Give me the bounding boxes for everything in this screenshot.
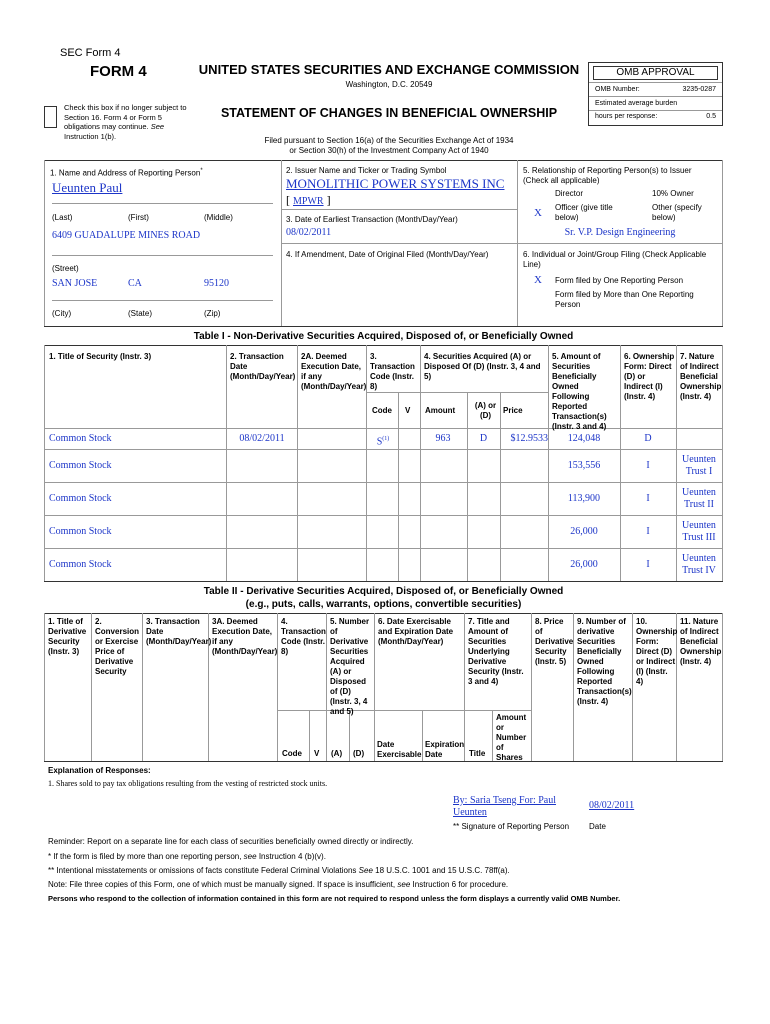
ownership-form: I [646, 492, 650, 504]
t1-header-title: 1. Title of Security (Instr. 3) [49, 352, 152, 361]
price: $12.9533 [510, 432, 548, 444]
state-value: CA [128, 278, 142, 289]
ownership-form: I [646, 525, 650, 537]
filing-type-label: 6. Individual or Joint/Group Filing (Check Applicable Line) [523, 250, 707, 269]
reporting-person-label: 1. Name and Address of Reporting Person* [50, 168, 203, 178]
form-number: FORM 4 [90, 63, 147, 80]
amount: 963 [435, 432, 451, 444]
table1-row [44, 482, 723, 515]
omb-persons-note: Persons who respond to the collection of information contained in this form are not required to respond unless the form displays a currently valid OMB Number. [48, 894, 621, 903]
t1-header-code: 3. Transaction Code (Instr. 8) [370, 352, 415, 391]
security-title: Common Stock [49, 492, 112, 504]
security-title: Common Stock [49, 525, 112, 537]
officer-check-mark[interactable]: X [534, 207, 542, 219]
ownership-form: I [646, 558, 650, 570]
statement-title: STATEMENT OF CHANGES IN BENEFICIAL OWNERSHIP [220, 106, 558, 120]
one-person-check-mark[interactable]: X [534, 274, 542, 286]
omb-burden-label: Estimated average burden [595, 100, 678, 107]
commission-title: UNITED STATES SECURITIES AND EXCHANGE COMMISSION [198, 62, 580, 77]
t2-header-date: 3. Transaction Date (Month/Day/Year) [146, 617, 212, 646]
t2-subheader-title: Title [469, 749, 486, 758]
transaction-date: 08/02/2011 [239, 432, 285, 444]
nature-of-ownership: Ueunten Trust IV [682, 552, 716, 576]
table2-subtitle: (e.g., puts, calls, warrants, options, convertible securities) [245, 599, 522, 610]
officer-title: Sr. V.P. Design Engineering [564, 227, 676, 238]
amount-owned: 26,000 [570, 525, 598, 537]
misstatements-note: ** Intentional misstatements or omissions of facts constitute Federal Criminal Violations See 18 U.S.C. 1001 and 15 U.S.C. 78ff(a). [48, 866, 510, 875]
issuer-label: 2. Issuer Name and Ticker or Trading Symbol [286, 166, 447, 175]
signature-label: ** Signature of Reporting Person [453, 822, 570, 831]
security-title: Common Stock [49, 558, 112, 570]
relationship-label: 5. Relationship of Reporting Person(s) to Issuer [523, 166, 692, 175]
acquired-or-disposed: D [479, 432, 488, 444]
table1-title: Table I - Non-Derivative Securities Acquired, Disposed of, or Beneficially Owned [193, 331, 574, 342]
t2-header-underlying: 7. Title and Amount of Securities Underlying Derivative Security (Instr. 3 and 4) [468, 617, 524, 686]
signature-date: 08/02/2011 [589, 800, 635, 811]
explanation-1: 1. Shares sold to pay tax obligations resulting from the vesting of restricted stock units. [48, 779, 328, 788]
t2-subheader-amount: Amount or Number of Shares [496, 713, 527, 762]
amount-owned: 124,048 [567, 432, 601, 444]
t2-header-price: 8. Price of Derivative Security (Instr. 5) [535, 617, 574, 666]
zip-label: (Zip) [204, 309, 221, 318]
issuer-name[interactable]: MONOLITHIC POWER SYSTEMS INC [286, 176, 505, 191]
transaction-code [368, 433, 398, 448]
t1-subheader-amount: Amount [425, 406, 456, 415]
t2-subheader-d: (D) [353, 749, 365, 758]
ten-percent-owner-option[interactable]: 10% Owner [652, 189, 694, 198]
ownership-form: I [646, 459, 650, 471]
t2-header-form: 10. Ownership Form: Direct (D) or Indirect (I) (Instr. 4) [636, 617, 678, 686]
security-title: Common Stock [49, 432, 112, 444]
street-address: 6409 GUADALUPE MINES ROAD [52, 230, 201, 241]
t1-subheader-price: Price [503, 406, 523, 415]
t2-header-conversion: 2. Conversion or Exercise Price of Derivative Security [95, 617, 140, 676]
ownership-form: D [644, 432, 652, 444]
no-longer-subject-checkbox[interactable] [44, 106, 57, 128]
amount-owned: 26,000 [570, 558, 598, 570]
city-label: (City) [52, 309, 72, 318]
t2-header-number: 5. Number of Derivative Securities Acquired (A) or Disposed of (D) (Instr. 3, 4 and 5) [330, 617, 370, 716]
t1-header-acquired: 4. Securities Acquired (A) or Disposed Of (D) (Instr. 3, 4 and 5) [424, 352, 541, 381]
state-label: (State) [128, 309, 153, 318]
officer-option[interactable]: Officer (give title below) [555, 203, 613, 222]
signature-name[interactable]: By: Saria Tseng For: Paul Ueunten [453, 795, 557, 818]
t2-header-title: 1. Title of Derivative Security (Instr. 3) [48, 617, 87, 656]
t2-subheader-code: Code [282, 749, 302, 758]
t2-header-code: 4. Transaction Code (Instr. 8) [281, 617, 326, 656]
zip-value: 95120 [204, 278, 229, 289]
t2-header-nature: 11. Nature of Indirect Beneficial Ownership (Instr. 4) [680, 617, 722, 666]
t1-subheader-v: V [405, 406, 411, 415]
t2-subheader-date-exercisable: Date Exercisable [377, 740, 422, 759]
omb-title: OMB APPROVAL [593, 66, 718, 80]
commission-location: Washington, D.C. 20549 [345, 80, 433, 89]
table1-row [44, 449, 723, 482]
reporting-person-name[interactable]: Ueunten Paul [52, 180, 123, 195]
street-label: (Street) [52, 264, 79, 273]
first-label: (First) [128, 213, 149, 222]
t1-header-nature: 7. Nature of Indirect Beneficial Ownership (Instr. 4) [680, 352, 722, 401]
director-option[interactable]: Director [555, 189, 584, 198]
t2-subheader-v: V [314, 749, 320, 758]
amount-owned: 113,900 [567, 492, 601, 504]
omb-number-label: OMB Number: [595, 86, 640, 93]
t1-header-date: 2. Transaction Date (Month/Day/Year) [230, 352, 296, 381]
t2-subheader-expiration: Expiration Date [425, 740, 465, 759]
table1-row [44, 428, 723, 449]
last-label: (Last) [52, 213, 73, 222]
t1-subheader-code: Code [372, 406, 392, 415]
issuer-ticker: [ MPWR ] [286, 193, 331, 207]
file-copies-note: Note: File three copies of this Form, one of which must be manually signed. If space is insufficient, see Instruction 6 for procedure. [48, 880, 509, 889]
transaction-code-value: S [376, 435, 383, 447]
footnote-ref: (1) [382, 435, 390, 442]
multiple-persons-note: * If the form is filed by more than one reporting person, see Instruction 4 (b)(v). [48, 852, 326, 861]
t1-subheader-aord: (A) or (D) [474, 401, 497, 420]
t2-header-exercisable: 6. Date Exercisable and Expiration Date (Month/Day/Year) [378, 617, 454, 646]
omb-hours-label: hours per response: [595, 113, 658, 120]
omb-number-value: 3235-0287 [682, 86, 716, 93]
nature-of-ownership: Ueunten Trust II [682, 486, 716, 510]
one-person-option[interactable]: Form filed by One Reporting Person [555, 276, 684, 285]
t2-subheader-a: (A) [331, 749, 343, 758]
omb-approval-box [588, 62, 723, 126]
multi-person-option[interactable]: Form filed by More than One Reporting Person [555, 290, 694, 309]
security-title: Common Stock [49, 459, 112, 471]
table2-title: Table II - Derivative Securities Acquired, Disposed of, or Beneficially Owned [203, 586, 564, 597]
omb-hours-value: 0.5 [706, 113, 716, 120]
nature-of-ownership: Ueunten Trust I [682, 453, 716, 477]
date-label: Date [589, 822, 606, 831]
middle-label: (Middle) [204, 213, 233, 222]
t2-header-owned: 9. Number of derivative Securities Beneficially Owned Following Reported Transaction(s) (Instr. 4) [577, 617, 632, 706]
table1-row [44, 515, 723, 548]
relationship-sub: (Check all applicable) [523, 176, 600, 185]
amendment-label: 4. If Amendment, Date of Original Filed (Month/Day/Year) [286, 250, 489, 259]
amount-owned: 153,556 [567, 459, 601, 471]
t2-header-deemed: 3A. Deemed Execution Date, if any (Month/Day/Year) [212, 617, 278, 656]
earliest-date-value: 08/02/2011 [286, 227, 332, 238]
earliest-date-label: 3. Date of Earliest Transaction (Month/Day/Year) [286, 215, 458, 224]
other-option[interactable]: Other (specify below) [652, 203, 702, 222]
checkbox-instructions: Check this box if no longer subject to Section 16. Form 4 or Form 5 obligations may continue. See Instruction 1(b). [64, 103, 187, 141]
reminder-note: Reminder: Report on a separate line for each class of securities beneficially owned directly or indirectly. [48, 837, 414, 846]
sec-form-label: SEC Form 4 [60, 47, 121, 59]
t1-header-owned: 5. Amount of Securities Beneficially Owned Following Reported Transaction(s) (Instr. 3 and 4) [552, 352, 607, 431]
t1-header-form: 6. Ownership Form: Direct (D) or Indirect (I) (Instr. 4) [624, 352, 675, 401]
table1-row [44, 548, 723, 581]
t1-header-deemed: 2A. Deemed Execution Date, if any (Month/Day/Year) [301, 352, 367, 391]
city-value: SAN JOSE [52, 278, 98, 289]
explanation-title: Explanation of Responses: [48, 766, 151, 775]
filed-pursuant: Filed pursuant to Section 16(a) of the Securities Exchange Act of 1934 or Section 30(h) of the Investment Company Act of 1940 [264, 136, 514, 155]
nature-of-ownership: Ueunten Trust III [682, 519, 716, 543]
